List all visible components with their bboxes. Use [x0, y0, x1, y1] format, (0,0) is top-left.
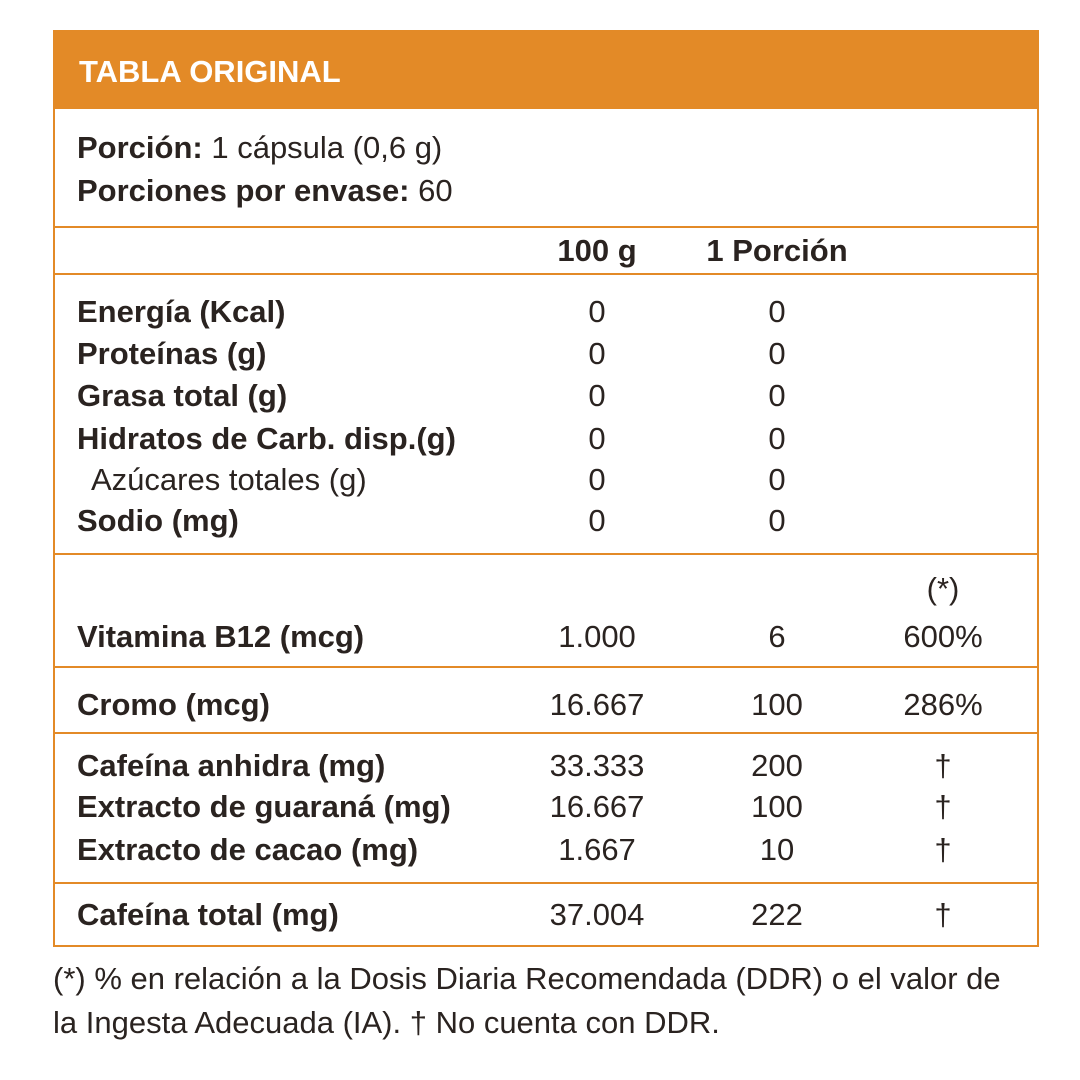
divider [55, 882, 1037, 884]
footnote-line: la Ingesta Adecuada (IA). † No cuenta con DDR. [53, 1005, 720, 1040]
servings-per-pack-value: 60 [409, 173, 453, 208]
row-label: Extracto de guaraná (mg) [77, 789, 451, 824]
divider [55, 666, 1037, 668]
table-title: TABLA ORIGINAL [79, 54, 341, 89]
divider [55, 732, 1037, 734]
divider [55, 553, 1037, 555]
table-header [55, 32, 1037, 109]
row-label: Energía (Kcal) [77, 294, 286, 329]
row-label: Hidratos de Carb. disp.(g) [77, 421, 456, 456]
servings-per-pack [77, 175, 453, 206]
row-label: Extracto de cacao (mg) [77, 832, 419, 867]
row-label-sub: Azúcares totales (g) [91, 462, 367, 497]
row-label: Vitamina B12 (mcg) [77, 619, 365, 654]
divider [55, 273, 1037, 275]
nutrition-table: TABLA ORIGINAL Porción: 1 cápsula (0,6 g) Porciones por envase: 60 100 g 1 Porción Energía (Kcal) 0 0 Proteínas (g) 0 0 Grasa total (g) 0 0 Hidratos de Carb. disp.(g) 0 0 Azúcares totales (g) 0 0 Sodio (mg) 0 0 (*) Vitamina B12 (mcg) 1.000 6 600% Cromo (mcg) 16.667 100 286% Cafeína anhidra (mg) 33.333 200 † Extracto de guaraná (mg) 16.667 100 † Extracto de cacao (mg) 1.667 10 † Cafeína total (mg) 37.004 222 † [53, 30, 1039, 947]
row-label: Cromo (mcg) [77, 687, 270, 722]
row-label: Grasa total (g) [77, 378, 288, 413]
row-label: Proteínas (g) [77, 336, 267, 371]
serving-size [77, 132, 442, 163]
footnote [53, 957, 1053, 1045]
footnote-line: (*) % en relación a la Dosis Diaria Recomendada (DDR) o el valor de [53, 961, 1001, 996]
serving-size-label: Porción: [77, 130, 203, 165]
row-label: Cafeína anhidra (mg) [77, 748, 386, 783]
divider [55, 226, 1037, 228]
serving-size-value: 1 cápsula (0,6 g) [202, 130, 443, 165]
row-label: Sodio (mg) [77, 503, 239, 538]
row-label: Cafeína total (mg) [77, 897, 339, 932]
servings-per-pack-label: Porciones por envase: [77, 173, 410, 208]
